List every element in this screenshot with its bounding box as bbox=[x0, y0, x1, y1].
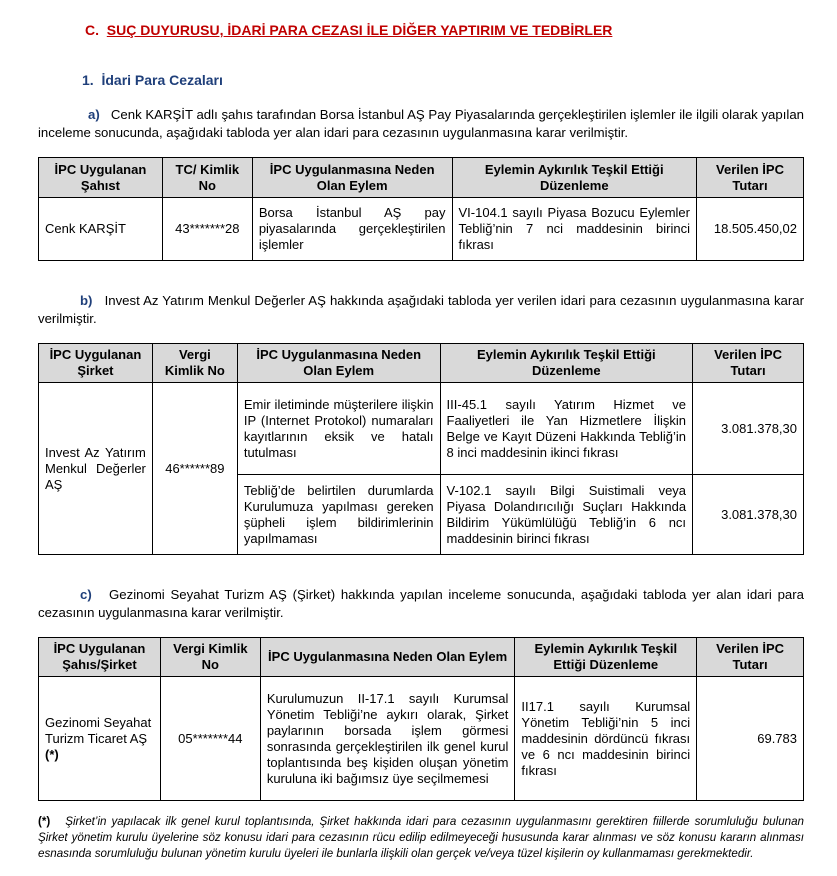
table-a-header-row bbox=[39, 158, 804, 198]
penalized-action: Borsa İstanbul AŞ pay piyasalarında gerçekleştirilen işlemler bbox=[252, 198, 452, 261]
violated-regulation: III-45.1 sayılı Yatırım Hizmet ve Faaliyetleri ile Yan Hizmetlere İlişkin Belge ve Kayıt Düzeni Hakkında Tebliğ’in 8 inci maddesinin ikinci fıkrası bbox=[440, 383, 693, 475]
paragraph-b-text: Invest Az Yatırım Menkul Değerler AŞ hakkında aşağıdaki tabloda yer verilen idari para cezasının uygulanmasına karar verilmiştir. bbox=[38, 293, 804, 326]
table-c-header: İPC Uygulanmasına Neden Olan Eylem bbox=[260, 638, 515, 677]
penalized-name: Cenk KARŞİT bbox=[39, 198, 163, 261]
table-c-header: Eylemin Aykırılık Teşkil Ettiği Düzenleme bbox=[515, 638, 697, 677]
section-heading bbox=[85, 22, 612, 38]
footnote bbox=[38, 814, 804, 862]
table-b-header: Eylemin Aykırılık Teşkil Ettiği Düzenleme bbox=[440, 344, 693, 383]
paragraph-a-label: a) bbox=[88, 107, 100, 122]
paragraph-a bbox=[38, 106, 804, 142]
id-number: 43*******28 bbox=[162, 198, 252, 261]
section-title: SUÇ DUYURUSU, İDARİ PARA CEZASI İLE DİĞER YAPTIRIM VE TEDBİRLER bbox=[106, 22, 613, 38]
table-b bbox=[38, 343, 804, 555]
table-c-header-row bbox=[39, 638, 804, 677]
table-b-header: Verilen İPC Tutarı bbox=[693, 344, 804, 383]
penalized-action: Tebliğ’de belirtilen durumlarda Kurulumuza yapılması gereken şüpheli işlem bildirimlerinin yapılmaması bbox=[237, 475, 440, 555]
table-a bbox=[38, 157, 804, 261]
table-a-header: Verilen İPC Tutarı bbox=[697, 158, 804, 198]
footnote-marker: (*) bbox=[45, 746, 59, 762]
footnote-text: Şirket’in yapılacak ilk genel kurul toplantısında, Şirket hakkında idari para cezasının uygulanmasını gerektiren fiillerde sorumluluğu bulunan Şirket yönetim kurulu üyelerine söz konusu idari para cezasının rücu edilip edilmeyeceği hususunda karar alınması ve söz konusu kararın alınması esnasında sorumluluğu bulunan yönetim kurulu üyeleri ile bunlarla ilişkili olan gerçek ve/veya tüzel kişilerin oy kullanmaması gerekmektedir. bbox=[38, 815, 804, 860]
table-b-header: İPC Uygulanmasına Neden Olan Eylem bbox=[237, 344, 440, 383]
penalty-amount: 18.505.450,02 bbox=[697, 198, 804, 261]
paragraph-c-label: c) bbox=[80, 587, 92, 602]
penalty-amount: 3.081.378,30 bbox=[693, 475, 804, 555]
table-c bbox=[38, 637, 804, 801]
table-a-header: İPC Uygulanmasına Neden Olan Eylem bbox=[252, 158, 452, 198]
violated-regulation: VI-104.1 sayılı Piyasa Bozucu Eylemler Tebliğ’nin 7 nci maddesinin birinci fıkrası bbox=[452, 198, 696, 261]
table-row bbox=[39, 198, 804, 261]
penalty-amount: 3.081.378,30 bbox=[693, 383, 804, 475]
table-c-header: Vergi Kimlik No bbox=[160, 638, 260, 677]
table-a-header: TC/ Kimlik No bbox=[162, 158, 252, 198]
paragraph-a-text: Cenk KARŞİT adlı şahıs tarafından Borsa İstanbul AŞ Pay Piyasalarında gerçekleştirilen işlemler ile ilgili olarak yapılan inceleme sonucunda, aşağıdaki tabloda yer alan idari para cezasının uygulanmasına karar verilmiştir. bbox=[38, 107, 804, 140]
penalized-name: Gezinomi Seyahat Turizm Ticaret AŞ bbox=[45, 714, 152, 746]
table-c-header: Verilen İPC Tutarı bbox=[697, 638, 804, 677]
paragraph-c-text: Gezinomi Seyahat Turizm AŞ (Şirket) hakkında yapılan inceleme sonucunda, aşağıdaki tabloda yer alan idari para cezasının uygulanmasına karar verilmiştir. bbox=[38, 587, 804, 620]
footnote-mark: (*) bbox=[38, 815, 51, 828]
subsection-heading bbox=[82, 72, 223, 88]
paragraph-b bbox=[38, 292, 804, 328]
table-b-header: Vergi Kimlik No bbox=[152, 344, 237, 383]
table-b-header: İPC Uygulanan Şirket bbox=[39, 344, 153, 383]
id-number: 05*******44 bbox=[160, 677, 260, 801]
penalized-action: Kurulumuzun II-17.1 sayılı Kurumsal Yönetim Tebliği’ne aykırı olarak, Şirket paylarının borsada işlem görmesi sonrasında gerçekleştirilen ilk genel kurul toplantısında beş kişiden oluşan yönetim kuruluna iki bağımsız üye seçilmemesi bbox=[260, 677, 515, 801]
penalized-name-cell bbox=[39, 677, 161, 801]
table-row bbox=[39, 383, 804, 475]
section-letter: C. bbox=[85, 22, 99, 38]
penalized-action: Emir iletiminde müşterilere ilişkin IP (Internet Protokol) numaraları kayıtlarının eksik ve hatalı tutulması bbox=[237, 383, 440, 475]
subsection-number: 1. bbox=[82, 72, 94, 88]
table-a-header: Eylemin Aykırılık Teşkil Ettiği Düzenleme bbox=[452, 158, 696, 198]
violated-regulation: V-102.1 sayılı Bilgi Suistimali veya Piyasa Dolandırıcılığı Suçları Hakkında Bildirim Yükümlülüğü Tebliğ’in 6 ncı maddesinin birinci fıkrası bbox=[440, 475, 693, 555]
table-row bbox=[39, 677, 804, 801]
penalized-name: Invest Az Yatırım Menkul Değerler AŞ bbox=[39, 383, 153, 555]
table-c-header: İPC Uygulanan Şahıs/Şirket bbox=[39, 638, 161, 677]
paragraph-b-label: b) bbox=[80, 293, 93, 308]
violated-regulation: II17.1 sayılı Kurumsal Yönetim Tebliği’nin 5 inci maddesinin dördüncü fıkrası ve 6 ncı maddesinin birinci fıkrası bbox=[515, 677, 697, 801]
subsection-title: İdari Para Cezaları bbox=[101, 72, 223, 88]
paragraph-c bbox=[38, 586, 804, 622]
penalty-amount: 69.783 bbox=[697, 677, 804, 801]
id-number: 46******89 bbox=[152, 383, 237, 555]
table-a-header: İPC Uygulanan Şahıst bbox=[39, 158, 163, 198]
table-b-header-row bbox=[39, 344, 804, 383]
